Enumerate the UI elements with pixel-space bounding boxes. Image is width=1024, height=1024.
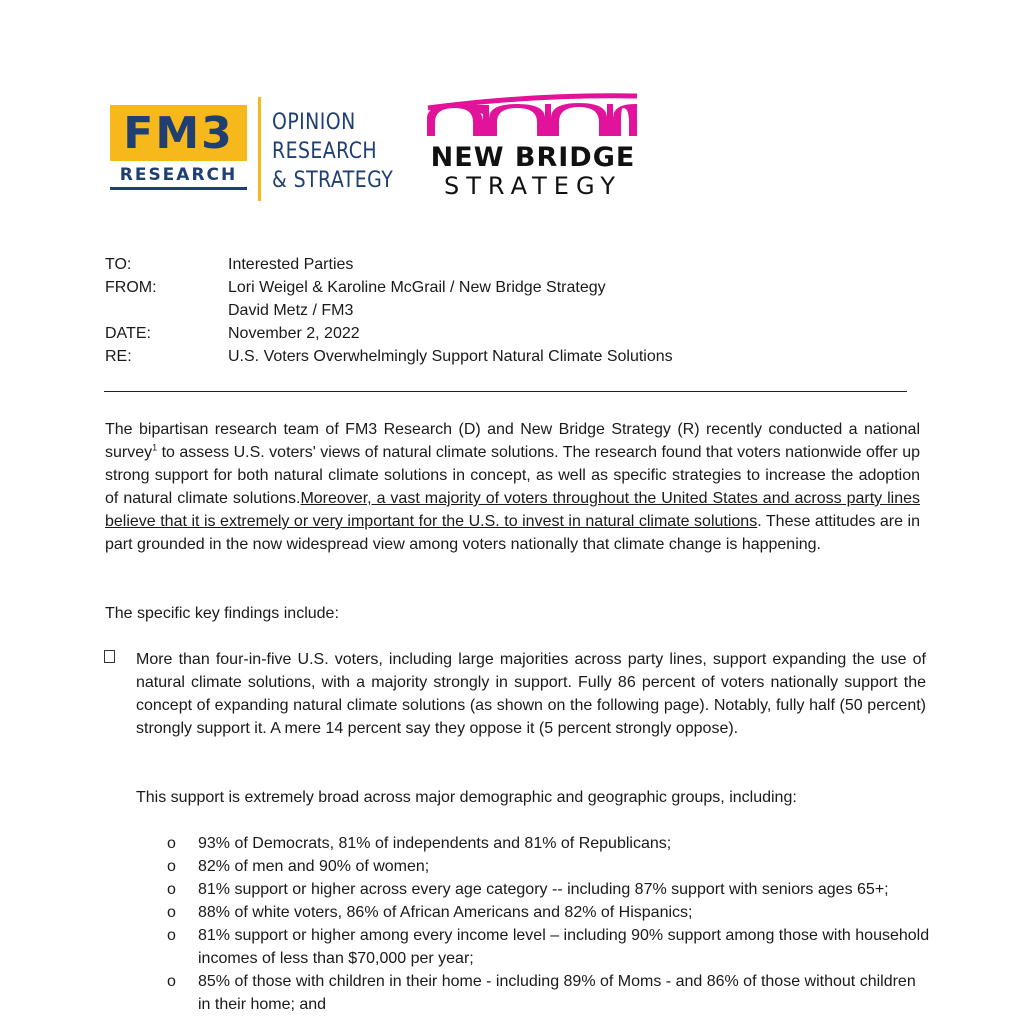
memo-from-row-2 bbox=[105, 299, 925, 322]
list-item-text: 81% support or higher among every income level – including 90% support among those with household incomes of less than $70,000 per year; bbox=[198, 927, 930, 967]
bullet-box-icon bbox=[104, 650, 115, 663]
list-item bbox=[167, 878, 932, 901]
new-bridge-subtitle: STRATEGY bbox=[443, 172, 623, 200]
new-bridge-logo bbox=[425, 92, 645, 202]
list-marker: o bbox=[167, 858, 176, 875]
intro-underlined-text: Moreover, a vast majority of voters throughout the United States and across party lines believe that it is extremely or very important for the U.S. to invest in natural climate solutions bbox=[105, 490, 921, 530]
intro-text-1: The bipartisan research team of FM3 Research (D) and New Bridge Strategy (R) recently conducted a national survey bbox=[105, 421, 920, 461]
footnote-marker[interactable]: 1 bbox=[152, 442, 158, 453]
demographic-list bbox=[167, 832, 932, 1016]
logo-divider bbox=[258, 97, 261, 201]
list-item bbox=[167, 924, 932, 970]
fm3-tagline-line: OPINION bbox=[272, 110, 356, 135]
fm3-logo-research: RESEARCH bbox=[119, 165, 238, 185]
list-item bbox=[167, 901, 932, 924]
memo-re-label: RE: bbox=[105, 348, 132, 365]
memo-from-row bbox=[105, 276, 925, 299]
list-item-text: 81% support or higher across every age category -- including 87% support with seniors ages 65+; bbox=[198, 881, 889, 898]
fm3-tagline bbox=[272, 108, 412, 195]
intro-text-2: to assess U.S. voters' views of natural climate solutions. The research found that voters nationwide offer up strong support for both natural climate solutions in concept, as well as specific strategies to increase the adoption of natural climate solutions. bbox=[105, 444, 920, 507]
list-marker: o bbox=[167, 904, 176, 921]
header-rule bbox=[104, 391, 907, 392]
list-marker: o bbox=[167, 835, 176, 852]
memo-from-value-2: David Metz / FM3 bbox=[228, 302, 354, 319]
list-marker: o bbox=[167, 881, 176, 898]
finding-1 bbox=[136, 648, 926, 740]
fm3-logo bbox=[110, 105, 247, 190]
memo-to-label: TO: bbox=[105, 256, 132, 273]
memo-date-row bbox=[105, 322, 925, 345]
list-marker: o bbox=[167, 973, 176, 990]
fm3-logo-underline bbox=[110, 187, 247, 190]
list-item-text: 93% of Democrats, 81% of independents and 81% of Republicans; bbox=[198, 835, 672, 852]
new-bridge-title: NEW BRIDGE bbox=[430, 142, 636, 173]
memo-to-value: Interested Parties bbox=[228, 256, 354, 273]
list-item-text: 82% of men and 90% of women; bbox=[198, 858, 430, 875]
memo-date-value: November 2, 2022 bbox=[228, 325, 360, 342]
list-item bbox=[167, 970, 932, 1016]
memo-re-value: U.S. Voters Overwhelmingly Support Natural Climate Solutions bbox=[228, 348, 673, 365]
intro-paragraph bbox=[105, 418, 920, 556]
broad-support-text: This support is extremely broad across major demographic and geographic groups, including: bbox=[136, 789, 797, 806]
list-item-text: 85% of those with children in their home - including 89% of Moms - and 86% of those without children in their home; and bbox=[198, 973, 916, 1013]
memo-re-row bbox=[105, 345, 925, 368]
list-marker: o bbox=[167, 927, 176, 944]
fm3-tagline-line: RESEARCH bbox=[272, 139, 378, 164]
memo-from-value: Lori Weigel & Karoline McGrail / New Bridge Strategy bbox=[228, 279, 606, 296]
list-item-text: 88% of white voters, 86% of African Americans and 82% of Hispanics; bbox=[198, 904, 693, 921]
key-findings-intro: The specific key findings include: bbox=[105, 605, 339, 622]
finding-1-lead: More than four-in-five U.S. voters, including large majorities across party lines, support expanding the use of natural climate solutions, with a majority strongly in support. bbox=[136, 651, 926, 691]
fm3-logo-wordmark: FM3 bbox=[123, 108, 234, 159]
intro-text-3: . These attitudes are in part grounded in the now widespread view among voters nationally that climate change is happening. bbox=[105, 513, 921, 553]
bridge-arches-icon bbox=[425, 92, 645, 142]
fm3-tagline-line: & STRATEGY bbox=[272, 168, 394, 193]
memo-to-row bbox=[105, 253, 925, 276]
memo-header bbox=[105, 253, 925, 368]
memo-from-label: FROM: bbox=[105, 279, 157, 296]
list-item bbox=[167, 832, 932, 855]
finding-1-detail: Fully 86 percent of voters nationally support the concept of expanding natural climate solutions (as shown on the following page). Notably, fully half (50 percent) strongly support it. A mere 14 percent say they oppose it (5 percent strongly oppose). bbox=[136, 674, 926, 737]
list-item bbox=[167, 855, 932, 878]
memo-label-spacer bbox=[105, 299, 228, 322]
memo-date-label: DATE: bbox=[105, 325, 151, 342]
